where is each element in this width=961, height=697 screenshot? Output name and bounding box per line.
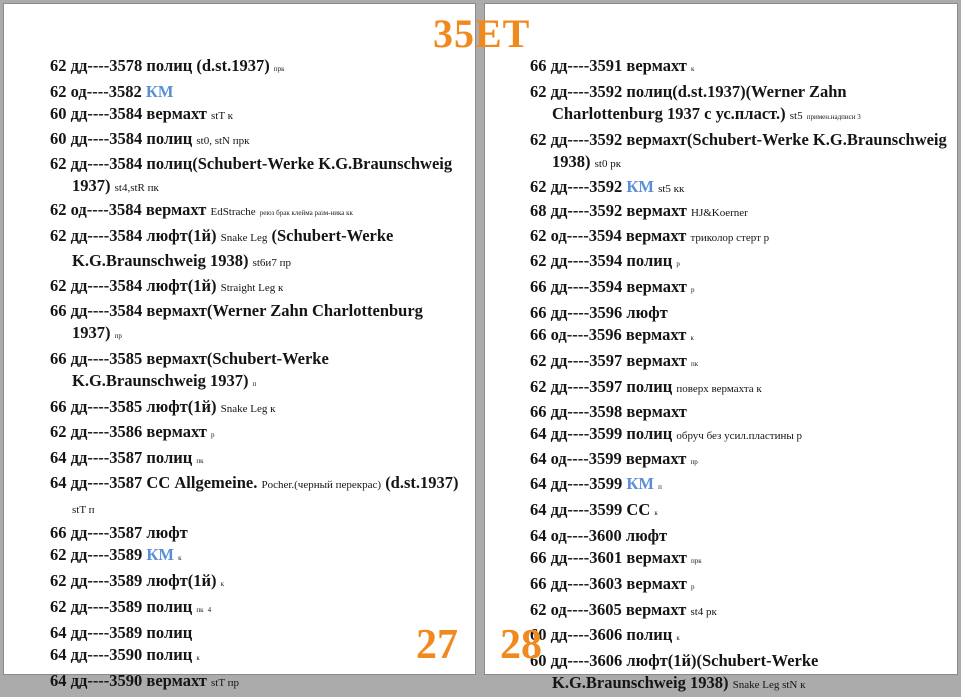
entry-note: триколор стерт р [690,232,770,245]
list-item [530,176,950,201]
list-item [50,522,460,544]
entry-text: 66 дд----3587 люфт [50,523,188,543]
list-item [50,275,460,300]
entry-text: 64 дд----3590 полиц [50,644,193,664]
list-item [50,55,460,81]
entry-text: 66 дд----3594 вермахт [530,277,687,297]
entry-note: р [691,286,695,295]
right-page [485,4,957,692]
entry-text: 60 дд----3584 полиц [50,128,193,148]
list-item [530,599,950,624]
entry-note: к [691,65,695,73]
entry-text: 60 дд----3584 вермахт [50,103,207,123]
header-code: 35ET [433,11,531,56]
list-item [530,250,950,276]
entry-text: 62 дд----3589 люфт(1й) [50,571,217,591]
list-item [50,81,460,103]
list-item [530,448,950,474]
entry-note: Snake Leg stN к [732,678,806,691]
list-item [530,302,950,324]
left-page [4,4,475,690]
entry-text: 64 дд----3587 полиц [50,447,193,467]
entry-note: Pocher.(черный перекрас) [261,479,382,492]
entry-text-continued: (d.st.1937) [385,473,459,493]
entry-text: 62 дд----3597 полиц [530,376,673,396]
entry-text: 62 дд----3589 полиц [50,596,193,616]
page-number-left: 27 [416,622,458,668]
list-item [530,81,950,129]
entry-note-extra: 4 [207,605,212,614]
list-item [530,650,950,697]
entry-text: 64 дд----3589 полиц [50,622,193,642]
entry-list-right [530,55,950,697]
entry-text: 66 дд----3584 вермахт(Werner Zahn Charlottenburg 1937) [50,301,423,342]
entry-text: 66 дд----3596 люфт [530,303,668,323]
entry-note: пк [691,359,699,368]
list-item [530,225,950,250]
list-item [50,153,460,200]
entry-text: 62 од----3605 вермахт [530,599,687,619]
entry-text: 64 од----3599 вермахт [530,448,687,468]
list-item [50,570,460,596]
entry-note: st0, stN прк [196,134,250,147]
entry-note: поверх вермахта к [676,382,762,395]
entry-text: 62 дд----3586 вермахт [50,421,207,441]
entry-text: 66 дд----3603 вермахт [530,574,687,594]
entry-note-extra: реюз брак клейма разм-ника кк [259,209,353,218]
entry-note: обруч без усил.пластины р [676,429,803,442]
entry-note: st5 кк [658,182,685,195]
list-item [50,622,460,644]
entry-text: 66 дд----3601 вермахт [530,548,687,568]
list-item [50,128,460,153]
list-item [50,348,460,396]
entry-note: EdStrache [210,206,256,219]
entry-note: п [658,483,662,492]
list-item [50,472,460,522]
entry-note: к [654,509,658,518]
entry-note: Straight Leg к [220,282,284,295]
entry-text: 66 од----3596 вермахт [530,324,687,344]
km-mark: КМ [626,176,654,196]
entry-text: 68 дд----3592 вермахт [530,201,687,221]
entry-note: к [220,580,224,589]
entry-note-extra: примен.надписи 3 [806,112,861,121]
entry-note: п [252,379,257,388]
entry-text: 62 од----3594 вермахт [530,226,687,246]
entry-text: 64 дд----3599 [530,474,623,494]
entry-note: к [178,554,182,563]
entry-text-continued: (Schubert-Werke K.G.Braunschweig 1938) [72,226,394,271]
list-item [50,670,460,695]
entry-note: пк [196,605,204,614]
list-item [530,276,950,302]
list-item [530,423,950,448]
list-item [530,473,950,499]
list-item [530,547,950,573]
list-item [50,544,460,570]
entry-text: 62 дд----3584 люфт(1й) [50,226,217,246]
list-item [50,596,460,622]
entry-text: 64 дд----3599 СС [530,500,651,520]
entry-text: 60 дд----3606 полиц [530,624,673,644]
list-item [530,324,950,350]
km-mark: КМ [146,545,174,565]
entry-note-extra: stT п [72,504,95,517]
list-item [530,499,950,525]
entry-text: 64 од----3600 люфт [530,526,668,546]
page-number-right: 28 [500,622,542,668]
entry-text: 66 дд----3591 вермахт [530,56,687,75]
entry-note: Snake Leg [220,232,268,245]
entry-text: 62 од----3584 вермахт [50,200,207,220]
list-item [530,401,950,423]
entry-text: 66 дд----3598 вермахт [530,401,687,421]
entry-note: пр [114,331,122,340]
entry-note: пк [196,456,204,465]
list-item [50,421,460,447]
entry-note: stT к [211,109,233,122]
entry-note: к [690,333,694,342]
entry-note: HJ&Koerner [691,207,748,220]
list-item [530,573,950,599]
list-item [530,55,950,81]
entry-note-extra: st6и7 пр [252,257,291,270]
entry-note: st0 рк [594,157,622,170]
entry-note: st4 рк [690,605,717,618]
km-mark: КМ [626,474,654,494]
entry-text: 62 дд----3589 [50,545,143,565]
list-item [530,525,950,547]
entry-note: р [211,430,215,439]
entry-text: 62 од----3582 [50,81,142,101]
list-item [530,350,950,376]
entry-note: прк [691,557,702,566]
entry-text: 62 дд----3592 вермахт(Schubert-Werke K.G.Braunschweig 1938) [530,129,947,171]
entry-text: 66 дд----3585 люфт(1й) [50,396,217,416]
entry-note: пр [690,457,698,466]
list-item [530,129,950,176]
list-item [530,200,950,225]
entry-text: 62 дд----3578 полиц (d.st.1937) [50,56,270,75]
entry-note: к [676,633,680,642]
list-item [50,447,460,473]
entry-text: 60 дд----3606 люфт(1й)(Schubert-Werke K.G.Braunschweig 1938) [530,650,819,692]
list-item [50,396,460,421]
entry-list-left [50,55,460,695]
entry-text: 62 дд----3597 вермахт [530,350,687,370]
entry-note: прк [273,65,285,73]
entry-note: stT пр [211,676,240,689]
entry-text: 62 дд----3592 полиц(d.st.1937)(Werner Zahn Charlottenburg 1937 с ус.пласт.) [530,81,847,123]
km-mark: КМ [145,81,174,101]
entry-text: 66 дд----3585 вермахт(Schubert-Werke K.G.Braunschweig 1937) [50,348,329,390]
list-item [530,624,950,650]
entry-text: 62 дд----3584 люфт(1й) [50,276,217,296]
list-item [50,103,460,128]
entry-text: 62 дд----3594 полиц [530,251,673,271]
list-item [530,376,950,401]
entry-text: 64 дд----3590 вермахт [50,670,207,690]
entry-text: 64 дд----3587 СС Allgemeine. [50,473,258,493]
entry-note: к [196,653,200,662]
entry-text: 62 дд----3584 полиц(Schubert-Werke K.G.Braunschweig 1937) [50,153,453,195]
entry-note: р [691,583,695,592]
entry-note: st4,stR пк [114,181,159,194]
list-item [50,199,460,225]
entry-note: р [676,260,680,269]
list-item [50,300,460,348]
entry-note: Snake Leg к [220,402,276,415]
entry-text: 64 дд----3599 полиц [530,423,673,443]
list-item [50,225,460,275]
entry-note: st5 [789,109,803,122]
entry-text: 62 дд----3592 [530,176,623,196]
list-item [50,644,460,670]
